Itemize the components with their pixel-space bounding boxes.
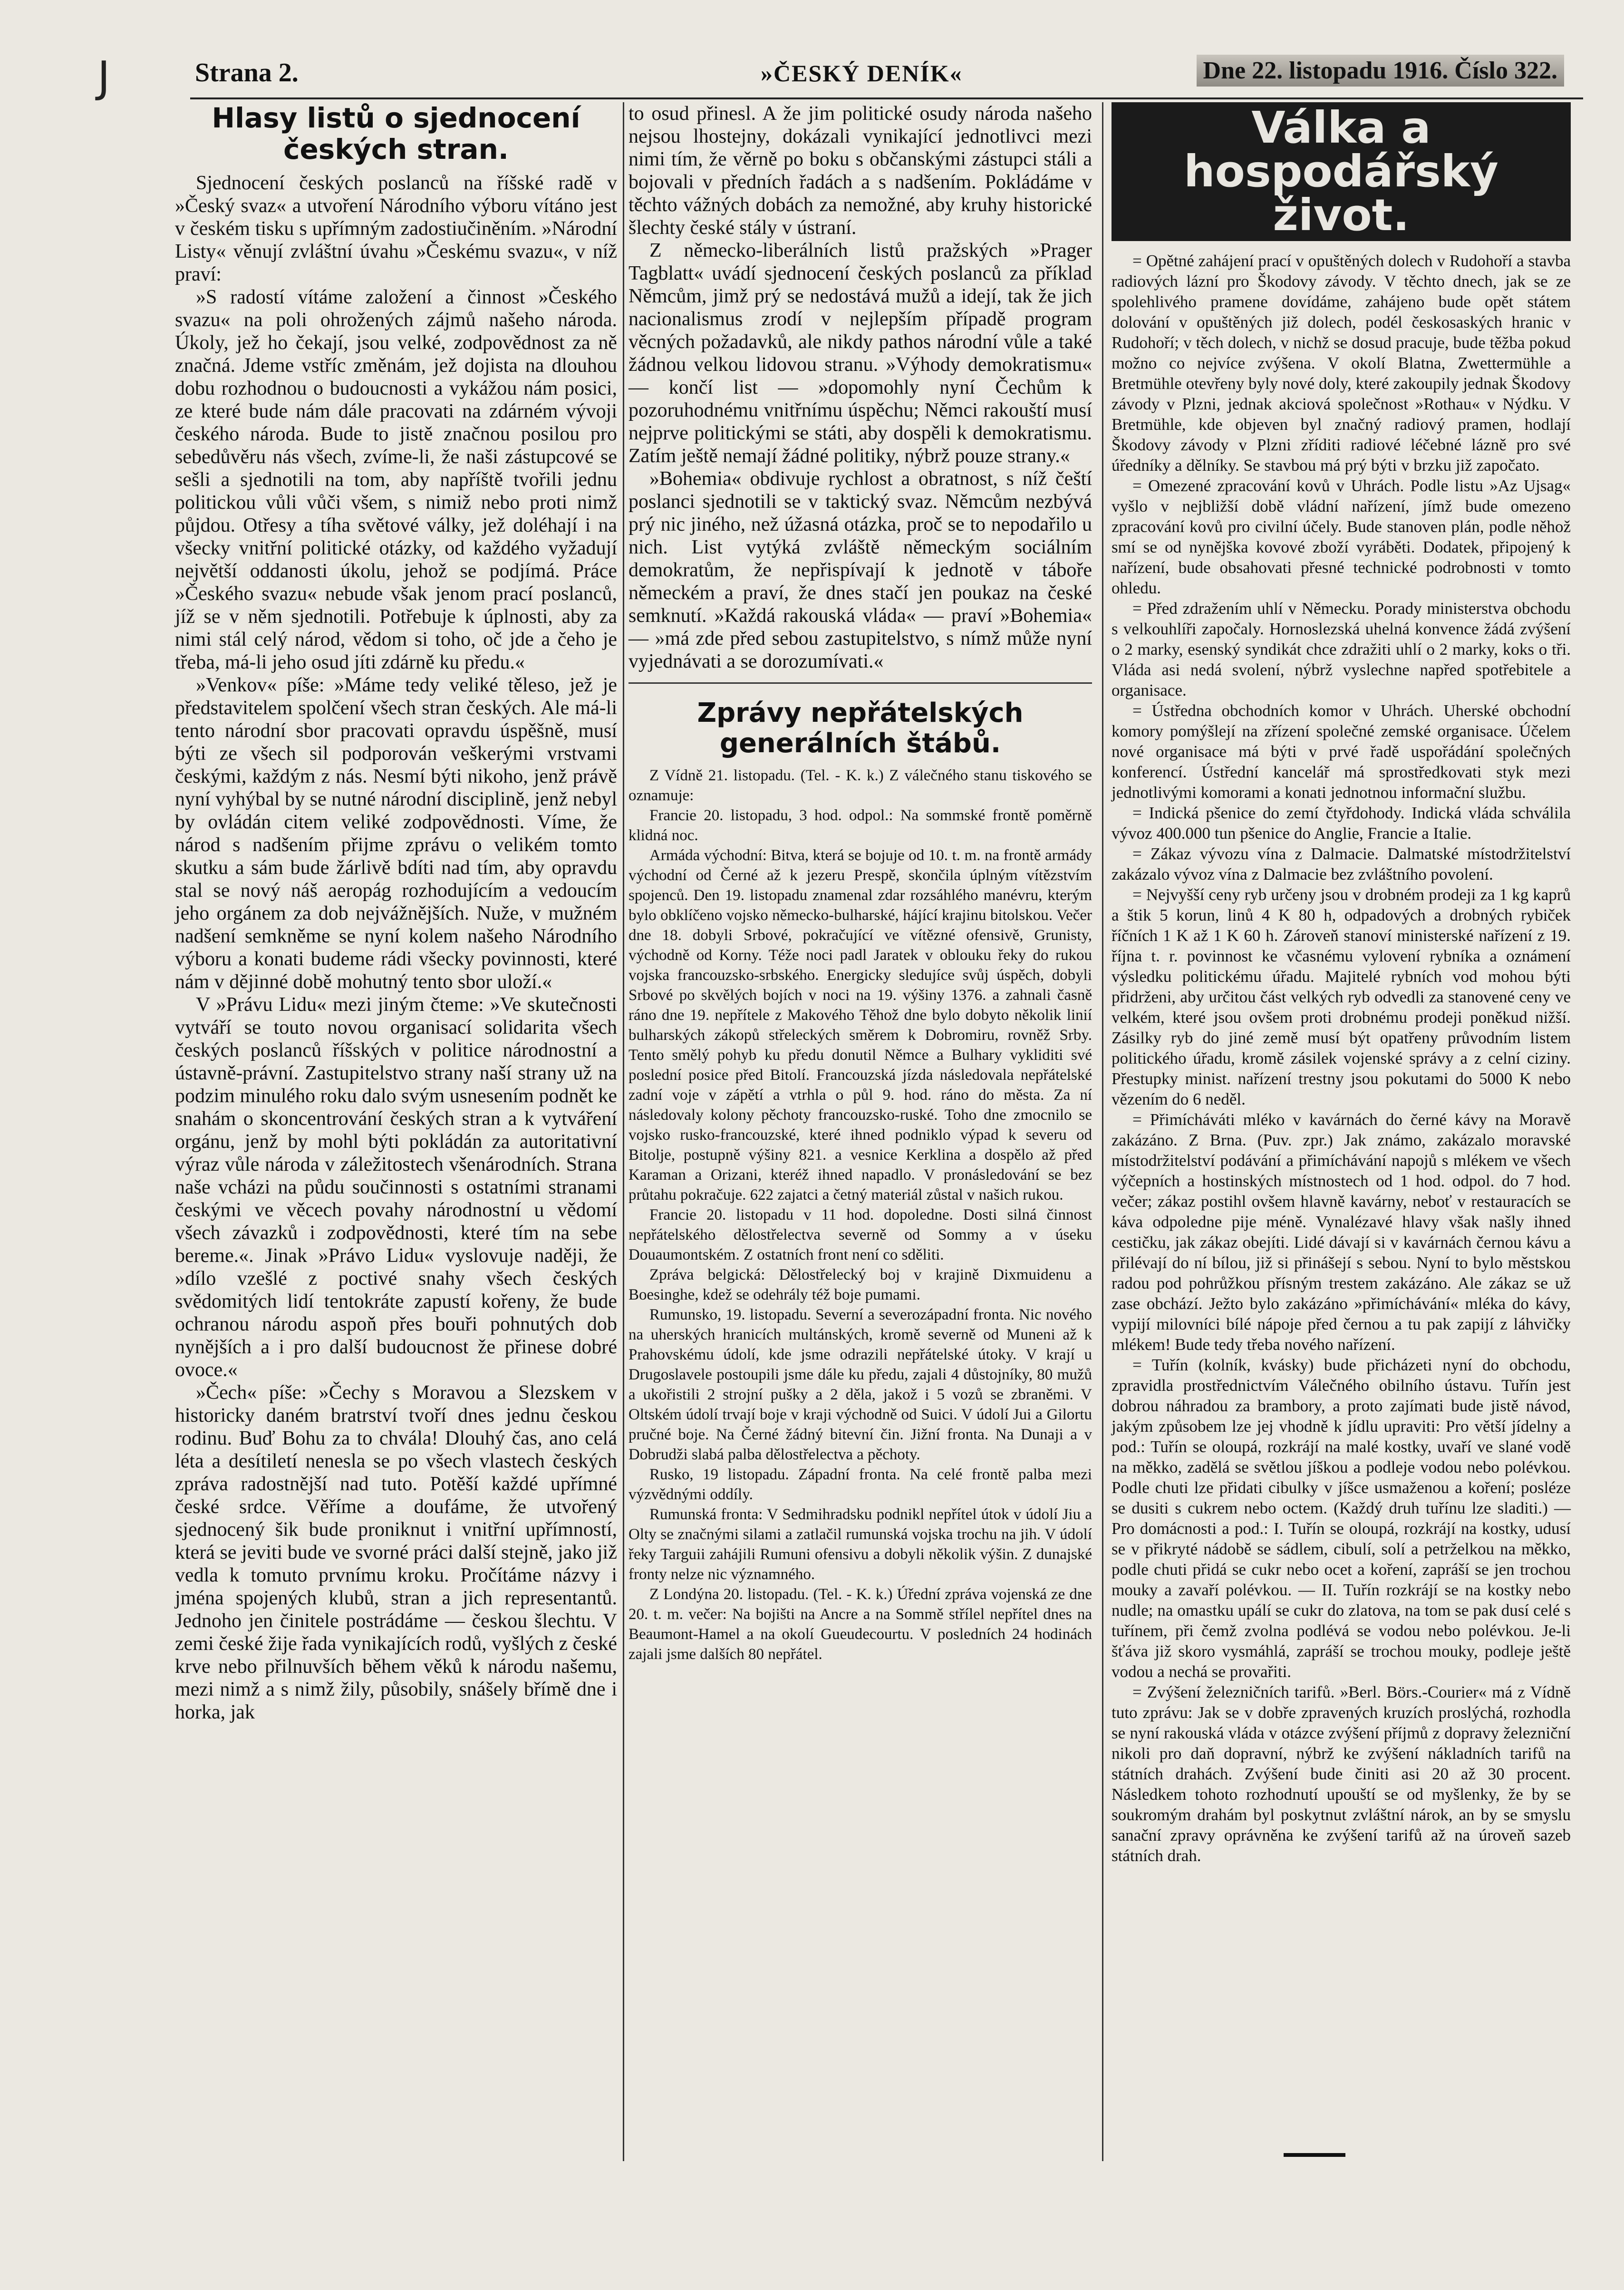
column-left xyxy=(175,102,617,1724)
report-paragraph: Z Vídně 21. listopadu. (Tel. - K. k.) Z válečného stanu tiskového se oznamuje: xyxy=(628,767,1092,804)
report-paragraph: Zpráva belgická: Dělostřelecký boj v krajině Dixmuidenu a Boesinghe, kdež se odehrály též boje pumami. xyxy=(628,1266,1092,1303)
column-divider-2 xyxy=(1102,102,1103,2161)
end-rule xyxy=(1284,2153,1345,2157)
news-item: = Opětné zahájení prací v opuštěných dolech v Rudohoří a stavba radiových lázní pro Škodovy závody. V těchto dnech, jak se ze spolehlivého pramene dovídáme, zahájeno bude opět státem dolování v opuštěných již dolech, podél českosaských hranic v Rudohoří; v těch dolech, v nichž se dosud pracuje, bude těžba pokud možno co nejvíce zvýšena. V okolí Blatna, Zwettermühle a Bretmühle otevřeny byly nové doly, které zakoupily jednak Škodovy závody v Plzni, jednak akciová společnost »Rothau« v Nýdku. V Bretmühle, kde objeven byl značný radiový pramen, hodlají Škodovy závody v Plzni zříditi radiové léčebné lázně pro své úředníky a dělníky. Se stavbou má prý býti v brzku již započato. xyxy=(1112,252,1571,475)
news-item: = Ústředna obchodních komor v Uhrách. Uherské obchodní komory pomýšlejí na zřízení společné zemské organisace. Účelem nové organisace má býti v prvé řadě uspořádání společných konferencí. Ústřední kancelář má sprostředkovati styk mezi jednotlivými komorami a konati jednotnou informační službu. xyxy=(1112,701,1571,802)
page-number: Strana 2. xyxy=(195,58,299,87)
article-paragraph: »Venkov« píše: »Máme tedy veliké těleso, jež je představitelem spolčení všech stran českých. Ale má-li tento národní sbor pracovati opravdu úspěšně, musí býti ze všech sil podporován veškerými vrstvami českými, každým z nás. Nesmí býti nikoho, jenž právě nyní vyhýbal by se nutné národní disciplině, jenž nebyl by ovládán citem veliké zodpovědnosti. Víme, že národ s nadšením přijme zprávu o velikém tomto skutku a sám bude žárlivě bdíti nad tím, aby opravdu stal se nový náš aeropág rozhodujícím a vedoucím jeho orgánem za dob nejvážnějších. Nuže, v mužném nadšení semkněme se nyní kolem našeho Národního výboru a konati budeme rádi všecky povinnosti, které nám v dějinné době mohutný tento sbor uloží.« xyxy=(175,674,617,993)
report-paragraph: Rusko, 19 listopadu. Západní fronta. Na celé frontě palba mezi výzvědnými oddíly. xyxy=(628,1466,1092,1503)
article-paragraph: Sjednocení českých poslanců na říšské radě v »Český svaz« a utvoření Národního výboru vítáno jest v českém tisku s upřímným zadostiučiněním. »Národní Listy« věnují zvláštní úvahu »Českému svazu«, v níž praví: xyxy=(175,172,617,285)
report-paragraph: Z Londýna 20. listopadu. (Tel. - K. k.) Úřední zpráva vojenská ze dne 20. t. m. večer: Na bojišti na Ancre a na Sommě střílel nepřítel dnes na Beaumont-Hamel a na okolí Gueudecourtu. V posledních 24 hodinách zajali jsme dalších 80 nepřátel. xyxy=(628,1586,1092,1663)
news-item: = Nejvyšší ceny ryb určeny jsou v drobném prodeji za 1 kg kaprů a štik 5 korun, linů 4 K 80 h, odpadových a drobných rybiček říčních 1 K až 1 K 60 h. Zároveň stanoví ministerské nařízení z 19. října t. r. povinnost ke včasnému vylovení rybníka a oznámení výsledku politickému úřadu. Majitelé rybních vod mohou býti přidrženi, aby určitou část velkých ryb odvedli za stanovené ceny ve velkém, které jsou ovšem proti drobnému prodeji poněkud nižší. Zásilky ryb do jiné země musí být opatřeny průvodním listem politického úřadu, kromě zásilek vojenské správy a z celní ciziny. Přestupky minist. nařízení trestny jsou pokutami do 5000 K nebo vězením do 6 neděl. xyxy=(1112,885,1571,1108)
article-headline-unification: Hlasy listů o sjednocení českých stran. xyxy=(212,102,580,165)
article-paragraph: »S radostí vítáme založení a činnost »Českého svazu« na poli ohrožených zájmů našeho národa. Úkoly, jež ho čekají, jsou velké, zodpovědnost za ně značná. Jdeme vstříc změnám, jež dojista na dlouhou dobu rozhodnou o budoucnosti a vykážou nám posici, ze které bude nám dále pracovati na zdárném vývoji českého národa. Bude to jistě značnou posilou pro sebedůvěru nás všech, zvíme-li, že naši zástupcové se sešli a sjednotili na tom, aby napříště tvořili jednu politickou vůli vůči všem, s nimiž nebo proti nimž půjdou. Otřesy a tíha světové války, jež doléhají i na všecky vnitřní politické otázky, od každého vyžadují největší oddanosti úkolu, jehož se podjímá. Práce »Českého svazu« nebude však jenom prací poslanců, jíž se v něm sjednotili. Potřebuje k úplnosti, aby za nimi stál celý národ, vědom si toho, oč jde a čeho je třeba, má-li jeho osud jíti zdárně ku předu.« xyxy=(175,286,617,673)
article-headline-war-reports: Zprávy nepřátelských generálních štábů. xyxy=(697,698,1024,759)
news-item: = Indická pšenice do zemí čtyřdohody. Indická vláda schválila vývoz 400.000 tun pšenice do Anglie, Francie a Italie. xyxy=(1112,804,1571,843)
column-right xyxy=(1112,102,1571,1866)
article-headline-economy: Válka a hospodářský život. xyxy=(1112,102,1571,241)
masthead: »ČESKÝ DENÍK« xyxy=(761,60,963,87)
article-paragraph: V »Právu Lidu« mezi jiným čteme: »Ve skutečnosti vytváří se touto novou organisací solidarita všech českých poslanců říšských v politice národnostní a ústavně-právní. Zastupitelstvo strany naší strany už na podzim minulého roku dalo svým usnesením podnět ke snahám o skoncentrování českých stran a k vytváření orgánu, jenž by mohl býti pokládán za autoritativní výraz vůle národa v záležitostech všenárodních. Strana naše vcházi na půdu součinnosti s ostatními stranami českými ve věcech povahy národnostní u vědomí všech závazků i zodpovědnosti, které tím na sebe bereme.«. Jinak »Právo Lidu« vyslovuje naději, že »dílo vzešlé z poctivé snahy všech českých svědomitých lidí tentokráte zapustí kořeny, že bude ochranou národu aspoň přes bouři pohnutých dob nynějších a i pro další budoucnost že přinese dobré ovoce.« xyxy=(175,994,617,1381)
column-divider-1 xyxy=(623,102,624,2161)
report-paragraph: Francie 20. listopadu v 11 hod. dopoledne. Dosti silná činnost nepřátelského dělostřelectva severně od Sommy a v úseku Douaumontském. Z ostatních front není co sděliti. xyxy=(628,1206,1092,1263)
article-paragraph: to osud přinesl. A že jim politické osudy národa našeho nejsou lhostejny, dokázali vynikající jednotlivci mezi nimi tím, že věrně po boku s občanskými zástupci stáli a bojovali v předních řadách a s nadšením. Pokládáme v těchto vážných dobách za nemožné, aby kruhy historické šlechty české stály v ústraní. xyxy=(628,103,1092,239)
report-paragraph: Francie 20. listopadu, 3 hod. odpol.: Na sommské frontě poměrně klidná noc. xyxy=(628,807,1092,844)
report-paragraph: Rumunská fronta: V Sedmihradsku podnikl nepřítel útok v údolí Jiu a Olty se značnými silami a zatlačil rumunská vojska trochu na jih. V údolí řeky Targuii zahájili Rumuni ofensivu a dobyli několik výšin. Z dunajské fronty nelze nic významného. xyxy=(628,1506,1092,1583)
dateline: Dne 22. listopadu 1916. Číslo 322. xyxy=(1197,55,1564,87)
page-header xyxy=(195,55,1564,97)
war-reports xyxy=(628,766,1092,1664)
news-item: = Přimícháváti mléko v kavárnách do černé kávy na Moravě zakázáno. Z Brna. (Puv. zpr.) Jak známo, zakázalo moravské místodržitelství podávání a přimíchávání napojů s mlékem ve všech výčepních a hostinských místnostech od 1 hod. odpol. do 7 hod. večer; zákaz postihl ovšem hlavně kavárny, neboť v restauracích se káva odpoledne pije méně. Vynalézavé hlavy však našly ihned cestičku, jak zákaz obejíti. Lidé dávají si v kavárnách černou kávu a přilévají do ní bílou, již si přinášejí s sebou. Nyní to bylo městskou radou pod pohrůžkou přísným trestem zakázáno. Ale zákaz se už zase obchází. Ježto bylo zakázáno »přimíchávání« mléka do kávy, vypijí milovníci bílé nápoje před černou a tu pak zapijí z láhvičky mlékem! Bude tedy třeba nového nařízení. xyxy=(1112,1110,1571,1354)
report-paragraph: Armáda východní: Bitva, která se bojuje od 10. t. m. na frontě armády východní od Černé až k jezeru Prespě, skončila úplným vítězstvím spojenců. Den 19. listopadu znamenal zdar rozsáhlého manévru, kterým bylo obklíčeno vojsko německo-bulharské, hájící krajinu bitolskou. Večer dne 18. dobyli Srbové, pokračující ve vítězné ofensivě, Grunisty, východně od Korny. Téže noci padl Jaratek v oblouku řeky do rukou vojska francouzsko-srbského. Energicky sledujíce svůj úspěch, dobyli Srbové po skvělých bojích v noci na 19. výšiny 1376. a zahnali časně ráno dne 19. nepřítele z Makového Těhož dne bylo dobyto několik linií bulharských zákopů střeleckých směrem k Dobromiru, rovněž Srby. Tento smělý pohyb ku předu donutil Němce a Bulhary vykliditi své poslední posice před Bitolí. Francouzská jízda následovala nepřátelské zadní voje v zápětí a vtrhla o půl 9. hod. ráno do města. Za ní následovaly kolony pěchoty francouzsko-ruské. Toho dne zmocnilo se vojsko rusko-francouzské, které ihned podniklo výpad k severu od Bitolje, postupně výšiny 821. a vesnice Kerklina a dospělo až před Karaman a Orizani, kteréž ihned napadlo. V pronásledování se bez průtahu pokračuje. 622 zajatci a četný materiál zůstal v našich rukou. xyxy=(628,847,1092,1203)
header-rule xyxy=(190,97,1583,99)
section-rule xyxy=(628,682,1092,684)
news-item: = Zákaz vývozu vína z Dalmacie. Dalmatské místodržitelství zakázalo vývoz vína z Dalmacie bez zvláštního povolení. xyxy=(1112,844,1571,883)
margin-pencil-mark: J xyxy=(97,52,110,102)
column-middle xyxy=(628,102,1092,1664)
article-paragraph: Z německo-liberálních listů pražských »Prager Tagblatt« uvádí sjednocení českých poslanců za příklad Němcům, jimž prý se nedostává mužů a idejí, tak že jich nacionalismus zrodí v nejlepším případě program věcných požadavků, ale nikdy pathos národní vůle a také žádnou velkou lidovou stranu. »Výhody demokratismu« — končí list — »dopomohly nyní Čechům k pozoruhodnému vnitřnímu úspěchu; Němci rakouští musí nejprve politickými se státi, aby dospěli k demokratismu. Zatím ještě nemají žádné politiky, nýbrž pouze strany.« xyxy=(628,240,1092,467)
report-paragraph: Rumunsko, 19. listopadu. Severní a severozápadní fronta. Nic nového na uherských hranicích multánských, kromě severně od Muneni až k Prahovskému údolí, kde jsme odrazili nepřátelské útoky. V krají u Drugoslavele postoupili jsme dále ku předu, zajali 4 důstojníky, 80 mužů a ukořistili 2 strojní pušky a 2 děla, jakož i 5 vozů se zbraněmi. V Oltském údolí trvají boje v kraji východně od Suici. V údolí Jui a Gilortu pručné boje. Na Černé žádný bitevní čin. Jižní fronta. Na Dunaji a v Dobrudži slabá palba dělostřelectva a pěchoty. xyxy=(628,1306,1092,1463)
article-paragraph: »Bohemia« obdivuje rychlost a obratnost, s níž čeští poslanci sjednotili se v taktický svaz. Němcům nezbývá prý nic jiného, než úžasná otázka, proč se to nepodařilo u nich. List vytýká zvláště německým sociálním demokratům, že nepřispívají k jednotě v táboře německém a praví, že dnes stačí jen poukaz na české semknutí. »Každá rakouská vláda« — praví »Bohemia« — »má zde před sebou zastupitelstvo, s nímž může nyní vyjednávati a se dorozumívati.« xyxy=(628,468,1092,672)
news-item: = Tuřín (kolník, kvásky) bude přicházeti nyní do obchodu, zpravidla prostřednictvím Válečného obilního ústavu. Tuřín jest dobrou náhradou za brambory, a proto zajímati bude jistě návod, jakým způsobem lze jej vhodně k jídlu upraviti: Pro větší jídelny a pod.: Tuřín se oloupá, rozkrájí na malé kostky, uvaří ve slané vodě na měkko, zadělá se světlou jíškou a podleje vodou nebo polévkou. Podle chuti lze přidati cibulky v jíšce usmaženou a koření; posléze se dusiti s cukrem nebo octem. (Každý druh tuřínu lze sladiti.) — Pro domácnosti a pod.: I. Tuřín se oloupá, rozkrájí na kostky, udusí se v přikryté nádobě se sádlem, cibulí, solí a petrželkou na měkko, podle chuti přidá se cukr nebo ocet a koření, zapráší se jen trochou mouky a zavaří polévkou. — II. Tuřín rozkrájí se na kostky nebo nudle; na omastku upálí se cukr do zlatova, na tom se pak dusí celé s tuřínem, při čemž zvolna podlévá se vodou nebo polévkou. Je-li šťáva již skoro vysmáhlá, zapráší se trochou mouky, podleje ještě vodou a nechá se provařiti. xyxy=(1112,1356,1571,1681)
news-item: = Před zdražením uhlí v Německu. Porady ministerstva obchodu s velkouhlíři započaly. Hornoslezská uhelná konvence žádá zvýšení o 2 marky, esenský syndikát chce zdražiti uhlí o 2 marky, koks o tři. Vláda asi nedá svolení, nýbrž vyslechne napřed spotřebitele a organisace. xyxy=(1112,599,1571,699)
news-item: = Omezené zpracování kovů v Uhrách. Podle listu »Az Ujsag« vyšlo v nejbližší době vládní nařízení, jímž bude omezeno zpracování kovů pro civilní účely. Bude stanoven plán, podle něhož smí se od nynějška kovové zboží vyráběti. Dodatek, připojený k nařízení, bude obsahovati přesné technické podrobnosti v tomto ohledu. xyxy=(1112,476,1571,597)
news-item: = Zvýšení železničních tarifů. »Berl. Börs.-Courier« má z Vídně tuto zprávu: Jak se v dobře zpravených kruzích proslýchá, rozhodla se nyní rakouská vláda v otázce zvýšení příjmů z dopravy železniční nikoli pro daň dopravní, nýbrž ke zvýšení nákladních tarifů na státních drahách. Zvýšení bude činiti asi 20 až 30 procent. Následkem tohoto rozhodnutí upouští se od myšlenky, že by se soukromým drahám byl poskytnut zvláštní nárok, an by se smyslu sanační zpravy oprávněna ke zvýšení tarifů až na úroveň sazeb státních drah. xyxy=(1112,1683,1571,1865)
article-paragraph: »Čech« píše: »Čechy s Moravou a Slezskem v historicky daném bratrství tvoří dnes jednu českou rodinu. Buď Bohu za to chvála! Dlouhý čas, ano celá léta a desítiletí nenesla se po všech vlastech českých zpráva radostnější nad tuto. Potěší každé upřímné české srdce. Věříme a doufáme, že utvořený sjednocený šik bude proniknut i vnitřní upřímností, která se jeviti bude ve svorné práci další stejně, jako již vedla k tomuto prvnímu kroku. Pročítáme názvy i jména spojených klubů, stran a jich representantů. Jednoho jen činitele postrádáme — českou šlechtu. V zemi české žije řada vynikajících rodů, vyšlých z české krve nebo přilnuvších během věků k národu našemu, mezi nimž a s nimž žily, působily, snášely břímě dne i horka, jak xyxy=(175,1382,617,1723)
